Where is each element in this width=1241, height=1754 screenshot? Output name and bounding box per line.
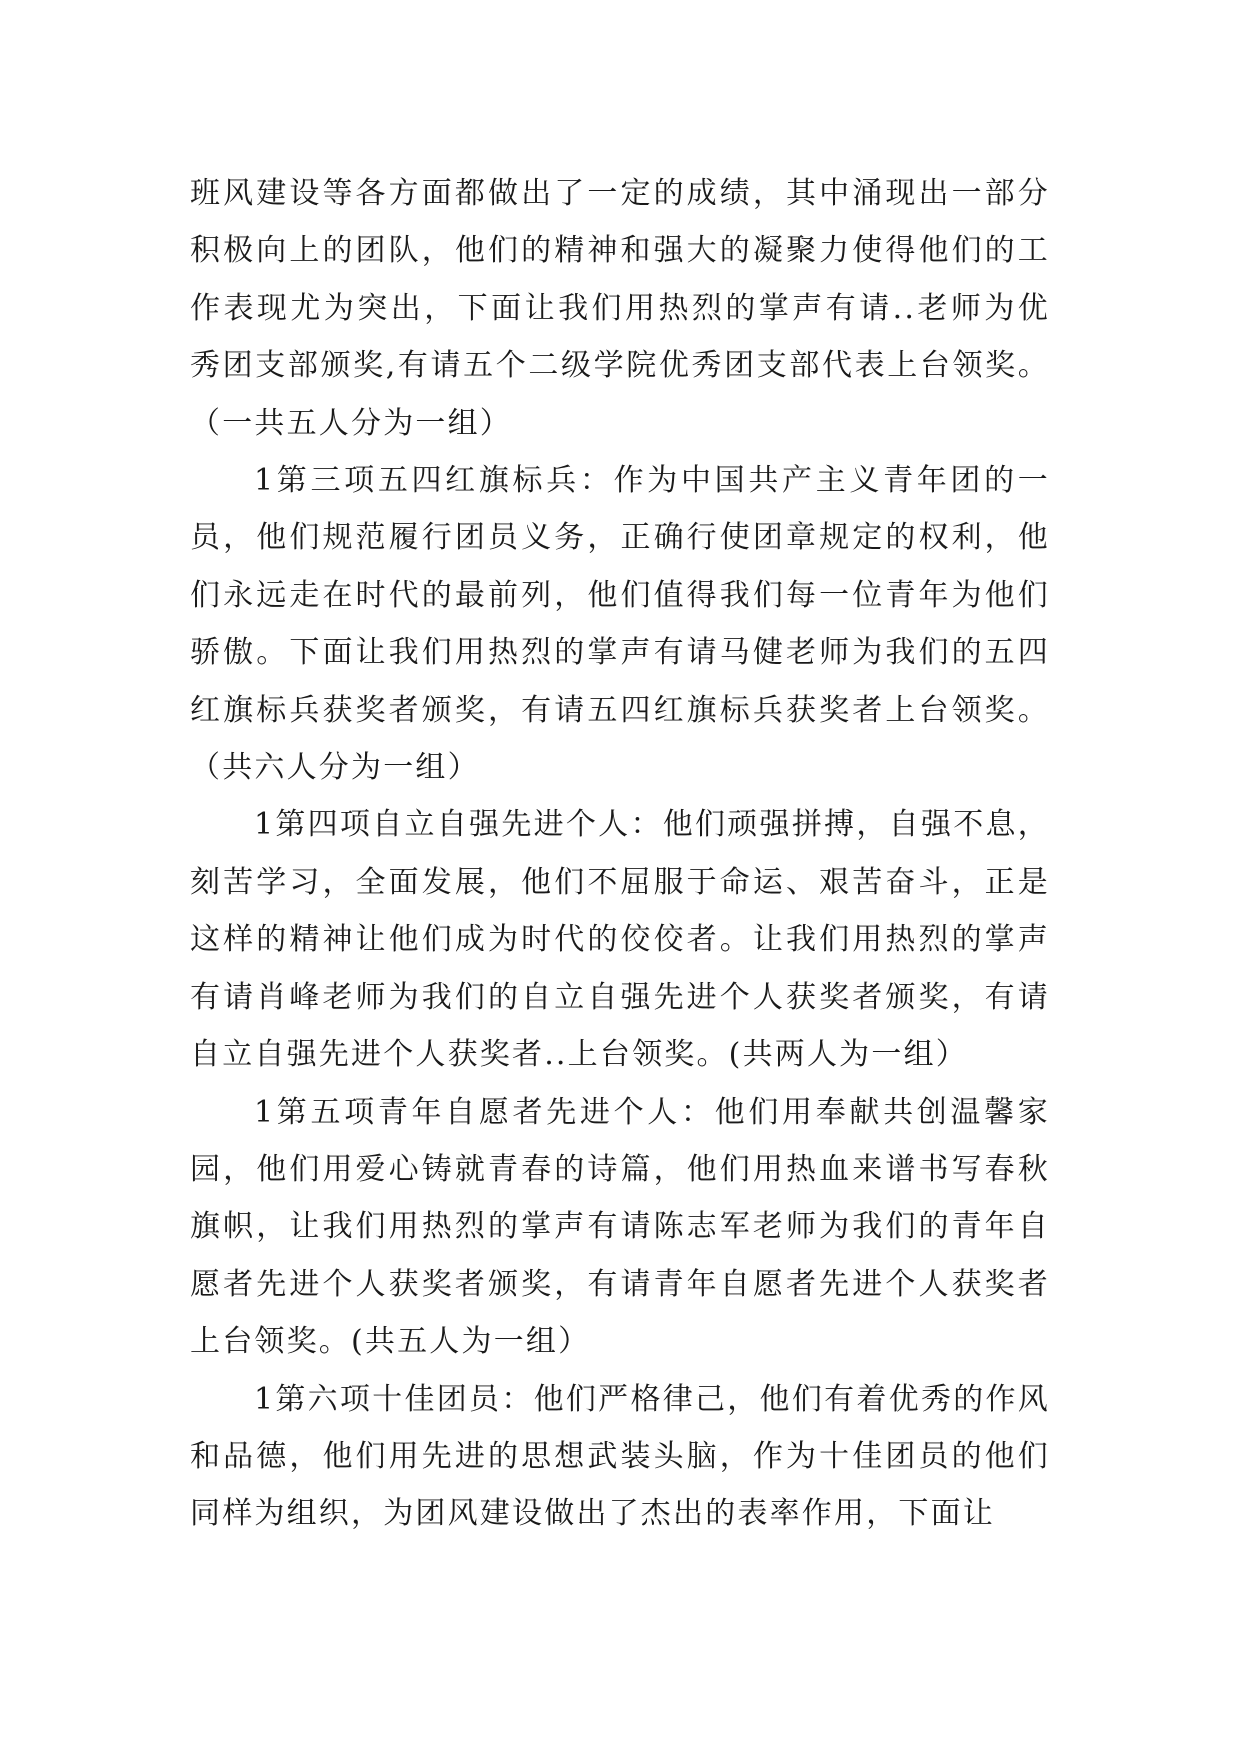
paragraph-youth-volunteer-individual: 1第五项青年自愿者先进个人：他们用奉献共创温馨家园，他们用爱心铸就青春的诗篇，他们用热血来谱书写春秋旗帜，让我们用热烈的掌声有请陈志军老师为我们的青年自愿者先进个人获奖者颁奖，有请青年自愿者先进个人获奖者上台领奖。(共五人为一组） <box>190 1094 1050 1360</box>
paragraph-may-fourth-red-flag: 1第三项五四红旗标兵：作为中国共产主义青年团的一员，他们规范履行团员义务，正确行使团章规定的权利，他们永远走在时代的最前列，他们值得我们每一位青年为他们骄傲。下面让我们用热烈的掌声有请马健老师为我们的五四红旗标兵获奖者颁奖，有请五四红旗标兵获奖者上台领奖。（共六人分为一组） <box>190 463 1050 786</box>
paragraph-best-league-branch: 班风建设等各方面都做出了一定的成绩，其中涌现出一部分积极向上的团队，他们的精神和强大的凝聚力使得他们的工作表现尤为突出，下面让我们用热烈的掌声有请..老师为优秀团支部颁奖,有请五个二级学院优秀团支部代表上台领奖。（一共五人分为一组） <box>190 176 1050 441</box>
paragraph-self-reliance-individual: 1第四项自立自强先进个人：他们顽强拼搏，自强不息，刻苦学习，全面发展，他们不屈服于命运、艰苦奋斗，正是这样的精神让他们成为时代的佼佼者。让我们用热烈的掌声有请肖峰老师为我们的自立自强先进个人获奖者颁奖，有请自立自强先进个人获奖者..上台领奖。(共两人为一组） <box>190 807 1050 1073</box>
document-body <box>190 165 1050 1543</box>
paragraph-top-ten-members: 1第六项十佳团员：他们严格律己，他们有着优秀的作风和品德，他们用先进的思想武装头脑，作为十佳团员的他们同样为组织，为团风建设做出了杰出的表率作用，下面让 <box>190 1381 1050 1532</box>
